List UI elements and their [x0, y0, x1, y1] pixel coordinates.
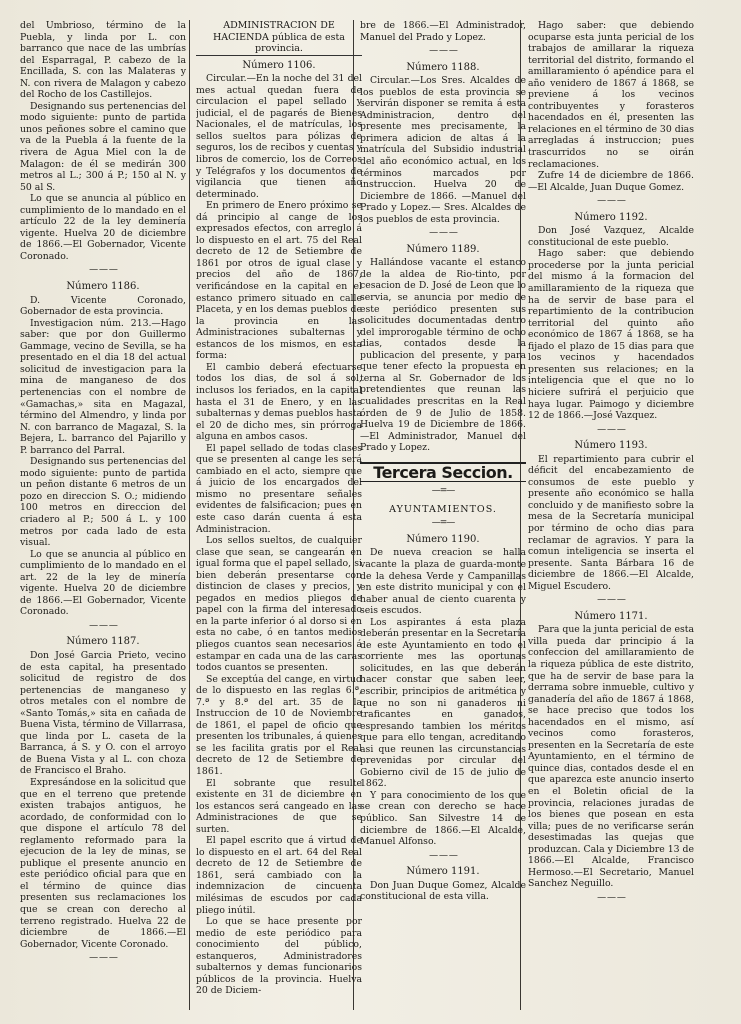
notice-number: Número 1188. [406, 61, 480, 73]
paragraph: D. Vicente Coronado, Gobernador de esta provincia. [20, 294, 186, 318]
paragraph: En primero de Enero próximo se dá principio al cange de los expresados efectos, con arreglo á lo dispuesto en el art. 75 del Real decreto de 12 de Setiembre de 1861 por otros de igual clase y precios del año de 1867, verificándose en la capital en el estanco primero situado en calle Placeta, y en los demas pueblos de la provincia en las Administraciones subalternas y estancos de los mismos, en esta forma: [196, 200, 362, 362]
notice-number: Número 1106. [242, 59, 316, 71]
paragraph: Circular.—En la noche del 31 del mes actual quedan fuera de circulacion el papel sellado y judicial, el de pagarés de Bienes Nacionales, el de matrículas, los sellos sueltos para pólizas de seguros, los de recibos y cuentas y libros de comercio, los de Correos y Telégrafos y los documentos de vigilancia que tienen año determinado. [196, 73, 362, 200]
column-2 [196, 20, 362, 997]
paragraph: Designando sus pertenencias del modo siguiente: punto de partida un peñon distante 6 metros de un pozo en direccion S. O.; midiendo 100 metros en direccion del criadero al P.; 500 á L. y 100 metros por cada lado de esta visual. [20, 456, 186, 549]
paragraph: Hago saber: que debiendo procederse por la junta pericial del mismo á la formacion del amillaramiento de la riqueza que ha de servir de base para el repartimiento de la contribucion territorial del quinto año económico de 1867 á 1868, se ha fijado el plazo de 15 dias para que los vecinos y hacendados presenten sus relaciones; en la inteligencia que el que no lo hiciere sufrirá el perjuicio que haya lugar. Paimogo y diciembre 12 de 1866.—José Vazquez. [528, 248, 694, 422]
paragraph: Los sellos sueltos, de cualquier clase que sean, se cangearán en igual forma que el papel sellado, si bien deberán presentarse con distincion de clases y precios, y pegados en medios pliegos de papel con la firma del interesado en la parte inferior ó al dorso si en esta no cabe, ó en tantos medios pliegos cuantos sean necesarios á estampar en cada una de las caras todos cuantos se presenten. [196, 535, 362, 674]
section-heading: Tercera Seccion. [360, 462, 526, 483]
notice-number: Número 1171. [574, 610, 648, 622]
separator: — — — [597, 196, 625, 207]
column-1 [20, 20, 186, 965]
paragraph: El repartimiento para cubrir el déficit del encabezamiento de consumos de este pueblo y presente año económico se halla concluido y de manifiesto sobre la mesa de la Secretaría municipal por término de ocho dias para reclamar de agravios. Y para la comun inteligencia se inserta el presente. Santa Bárbara 16 de diciembre de 1866.—El Alcalde, Miguel Escudero. [528, 453, 694, 592]
paragraph: De nueva creacion se halla vacante la plaza de guarda-monte de la dehesa Verde y Campanillas en este distrito municipal y con el haber anual de ciento cuarenta y seis escudos. [360, 547, 526, 617]
paragraph: El cambio deberá efectuarse todos los dias, de sol á sol, inclusos los feriados, en la capital hasta el 31 de Enero, y en las subalternas y demas pueblos hasta el 20 de dicho mes, sin prórroga alguna en ambos casos. [196, 361, 362, 443]
separator: —=— [431, 486, 455, 497]
paragraph: Hallándose vacante el estanco de la aldea de Rio-tinto, por cesacion de D. José de Leon que lo servia, se anuncia por medio de este periódico presenten sus solicitudes documentadas dentro del improrogable término de ocho dias, contados desde la publicacion del presente, y para que tener efecto la propuesta en terna al Sr. Gobernador de los pretendientes que reunan las cualidades prescritas en la Real órden de 9 de Julio de 1858. Huelva 19 de Diciembre de 1866. —El Administrador, Manuel del Prado y Lopez. [360, 257, 526, 454]
notice-number: Número 1193. [574, 440, 648, 452]
separator: — — — [429, 46, 457, 57]
separator: — — — [429, 850, 457, 861]
column-3 [360, 20, 526, 903]
separator: — — — [89, 265, 117, 276]
paragraph: Investigacion núm. 213.—Hago saber: que por don Guillermo Gammage, vecino de Sevilla, se ha presentado en el dia 18 del actual solicitud de investigacion para la mina de manganeso de dos pertenencias con el nombre de «Gamachas,» sita en Magazal, término del Almendro, y linda por N. con barranco de Magazal, S. la Bejera, L. barranco del Pajarillo y P. barranco del Parral. [20, 317, 186, 456]
separator: —=— [431, 518, 455, 529]
paragraph: Don Juan Duque Gomez, Alcalde constitucional de esta villa. [360, 879, 526, 903]
paragraph: Zufre 14 de diciembre de 1866. —El Alcalde, Juan Duque Gomez. [528, 170, 694, 193]
paragraph: El papel escrito que á virtud de lo dispuesto en el art. 64 del Real decreto de 12 de Setiembre de 1861, será cambiado con la indemnizacion de cincuenta milésimas de escudos por cada pliego inútil. [196, 835, 362, 916]
separator: — — — [597, 424, 625, 435]
separator: — — — [89, 953, 117, 964]
paragraph: El sobrante que resulte existente en 31 de diciembre en los estancos será cangeado en las Administraciones de que se surten. [196, 777, 362, 835]
paragraph: Los aspirantes á esta plaza deberán presentar en la Secretaría de este Ayuntamiento en todo el corriente mes las oportunas solicitudes, en las que deberán hacer constar que saben leer, escribir, principios de aritmética y que no son ni ganaderos ni traficantes en ganados, espresando tambien los méritos que para ello tengan, acreditando asi que reunen las circunstancias prevenidas por circular del Gobierno civil de 15 de julio de 1862. [360, 616, 526, 790]
separator: — — — [429, 228, 457, 239]
paragraph: Y para conocimiento de los que se crean con derecho se hace público. San Silvestre 14 de diciembre de 1866.—El Alcalde, Manuel Alfonso. [360, 789, 526, 848]
separator: — — — [597, 892, 625, 903]
notice-number: Número 1186. [66, 281, 140, 293]
notice-number: Número 1190. [406, 533, 480, 545]
section-title: ADMINISTRACION DE HACIENDA pública de esta provincia. [196, 20, 362, 56]
paragraph: Hago saber: que debiendo ocuparse esta junta pericial de los trabajos de amillarar la riqueza territorial del distrito, formando el amillaramiento ó apéndice para el año venidero de 1867 á 1868, se previene á los vecinos contribuyentes y forasteros hacendados en él, presenten las relaciones en el término de 30 dias arregladas á instruccion; pues trascurridos no se oirán reclamaciones. [528, 20, 694, 170]
paragraph: del Umbrioso, término de la Puebla, y linda por L. con barranco que nace de las umbrías del Esparragal, P. cabezo de la Encillada, S. con las Malateras y N. con rivera de Malagon y cabezo del Rocho de los Castillejos. [20, 20, 186, 101]
notice-number: Número 1187. [66, 636, 140, 648]
paragraph: Lo que se hace presente por medio de este periódico para conocimiento del público, estanqueros, Administradores subalternos y demas funcionarios públicos de la provincia. Huelva 20 de Diciem- [196, 916, 362, 997]
separator: — — — [89, 620, 117, 631]
paragraph: Lo que se anuncia al público en cumplimiento de lo mandado en el art. 22 de la ley de minería vigente. Huelva 20 de diciembre de 1866.—El Gobernador, Vicente Coronado. [20, 548, 186, 618]
column-rule [189, 20, 190, 1010]
paragraph: Designando sus pertenencias del modo siguiente: punto de partida unos peñones sobre el camino que va de la Puebla á la fuente de la rivera de Agua Miel con la de Malagon: de él se medirán 300 metros al L.; 300 á P.; 150 al N. y 50 al S. [20, 100, 186, 193]
paragraph: Circular.—Los Sres. Alcaldes de los pueblos de esta provincia se servirán disponer se remita á esta Administracion, dentro del presente mes precisamente, la primera adicion de altas á la matrícula del Subsidio industrial del año económico actual, en los términos marcados por instruccion. Huelva 20 de Diciembre de 1866. —Manuel del Prado y Lopez.— Sres. Alcaldes de los pueblos de esta provincia. [360, 75, 526, 225]
subsection-heading: AYUNTAMIENTOS. [389, 503, 497, 515]
column-4 [528, 20, 694, 904]
paragraph: Lo que se anuncia al público en cumplimiento de lo mandado en el artículo 22 de la ley deminería vigente. Huelva 20 de diciembre de 1866.—El Gobernador, Vicente Coronado. [20, 193, 186, 262]
notice-number: Número 1189. [406, 243, 480, 255]
paragraph: Expresándose en la solicitud que que en el terreno que pretende existen trabajos antiguos, he acordado, de conformidad con lo que dispone el artículo 78 del reglamento reformado para la ejecucion de la ley de minas, se publique el presente anuncio en este periódico oficial para que en el término de quince dias presenten sus reclamaciones los que se crean con derecho al terreno registrado. Huelva 22 de diciembre de 1866.—El Gobernador, Vicente Coronado. [20, 777, 186, 950]
paragraph: bre de 1866.—El Administrador, Manuel del Prado y Lopez. [360, 20, 526, 43]
paragraph: Don José Garcia Prieto, vecino de esta capital, ha presentado solicitud de registro de dos pertenencias de manganeso y otros metales con el nombre de «Santo Tomás,» sita en cañada de Buena Vista, término de Villarrasa, que linda por L. caseta de la Barranca, á S. y O. con el arroyo de Buena Vista y al L. con choza de Francisco el Braho. [20, 649, 186, 777]
paragraph: El papel sellado de todas clases que se presenten al cange les será cambiado en el acto, siempre que á juicio de los encargados del mismo no presentare señales evidentes de falsificacion; pues en este caso darán cuenta á esta Administracion. [196, 442, 362, 535]
separator: — — — [597, 595, 625, 606]
notice-number: Número 1192. [574, 211, 648, 223]
notice-number: Número 1191. [406, 866, 480, 878]
paragraph: Don José Vazquez, Alcalde constitucional de este pueblo. [528, 225, 694, 248]
paragraph: Se exceptúa del cange, en virtud de lo dispuesto en las reglas 6.ª, 7.ª y 8.ª del art. 35 de la Instruccion de 10 de Noviembre de 1861, el papel de oficio que presenten los tribunales, á quienes se les facilita gratis por el Real decreto de 12 de Setiembre de 1861. [196, 673, 362, 777]
paragraph: Para que la junta pericial de esta villa pueda dar principio á la confeccion del amillaramiento de la riqueza pública de este distrito, que ha de servir de base para la derrama sobre inmueble, cultivo y ganadería del año de 1867 á 1868, se hace preciso que todos los hacendados en el mismo, así vecinos como forasteros, presenten en la Secretaría de este Ayuntamiento, en el término de quince dias, contados desde el en que aparezca este anuncio inserto en el Boletin oficial de la provincia, relaciones juradas de los bienes que posean en esta villa; pues de no verificarse serán desestimadas las quejas que produzcan. Cala y Diciembre 13 de 1866.—El Alcalde, Francisco Hermoso.—El Secretario, Manuel Sanchez Neguillo. [528, 624, 694, 890]
